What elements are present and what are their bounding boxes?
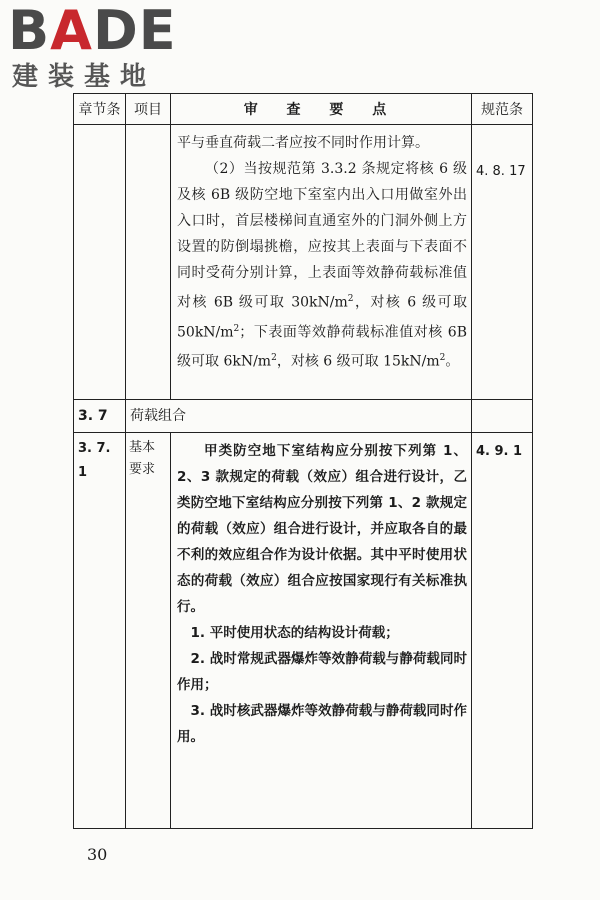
clause-intro: 甲类防空地下室结构应分别按下列第 1、2、3 款规定的荷载（效应）组合进行设计，乙类防空地下室结构应分别按下列第 1、2 款规定的荷载（效应）组合进行设计，并应取各自的最不利的效应组合作为设计依据。其中平时使用状态的荷载（效应）组合应按国家现行有关标准执行。 (177, 443, 467, 615)
clause-2-text: （2）当按规范第 3.3.2 条规定将核 6 级及核 6B 级防空地下室室内出入口用做室外出入口时，首层楼梯间直通室外的门洞外侧上方设置的防倒塌挑檐，应按其上表面与下表面不同时受荷分别计算，上表面等效静荷载标准值对核 6B 级可取 $30kN/m^2$，对核 6 级可取 $50kN/m^2$；下表面等效静荷载标准值对核 6B 级可取 $6kN/m^2$，对核 6 级可取 $15kN/m^2$。 (177, 161, 467, 370)
cell-spec-clause (472, 125, 533, 400)
logo-brand: BADE (8, 0, 177, 62)
cell-review-points (171, 125, 472, 400)
page-number: 30 (87, 845, 108, 864)
header-spec-clause: 规范条 (472, 94, 533, 125)
list-item: 1. 平时使用状态的结构设计荷载； (190, 625, 399, 641)
continuation-text: 平与垂直荷载二者应按不同时作用计算。 (177, 135, 429, 151)
table-row (74, 400, 533, 433)
cell-chapter (74, 433, 126, 829)
section-number: 3. 7 (78, 408, 108, 424)
review-table (73, 93, 533, 829)
header-item: 项目 (126, 94, 171, 125)
spec-ref: 4. 8. 17 (476, 164, 526, 179)
item-label: 基本要求 (129, 440, 156, 477)
header-review-points: 审 查 要 点 (171, 94, 472, 125)
table-row (74, 433, 533, 829)
cell-chapter (74, 400, 126, 433)
section-title: 荷载组合 (130, 408, 186, 424)
list-item: 2. 战时常规武器爆炸等效静荷载与静荷载同时作用； (177, 651, 467, 693)
cell-item (126, 433, 171, 829)
cell-item (126, 125, 171, 400)
list-item: 3. 战时核武器爆炸等效静荷载与静荷载同时作用。 (177, 703, 467, 745)
logo-tagline: 建装基地 (12, 62, 157, 92)
clause-number: 3. 7. 1 (78, 441, 111, 480)
table-row (74, 125, 533, 400)
cell-review-points (171, 433, 472, 829)
bade-logo (8, 0, 183, 94)
cell-section-title (126, 400, 472, 433)
header-chapter: 章节条 (74, 94, 126, 125)
cell-spec-clause (472, 400, 533, 433)
cell-spec-clause (472, 433, 533, 829)
table-header-row (74, 94, 533, 125)
spec-ref: 4. 9. 1 (476, 444, 523, 459)
cell-chapter (74, 125, 126, 400)
